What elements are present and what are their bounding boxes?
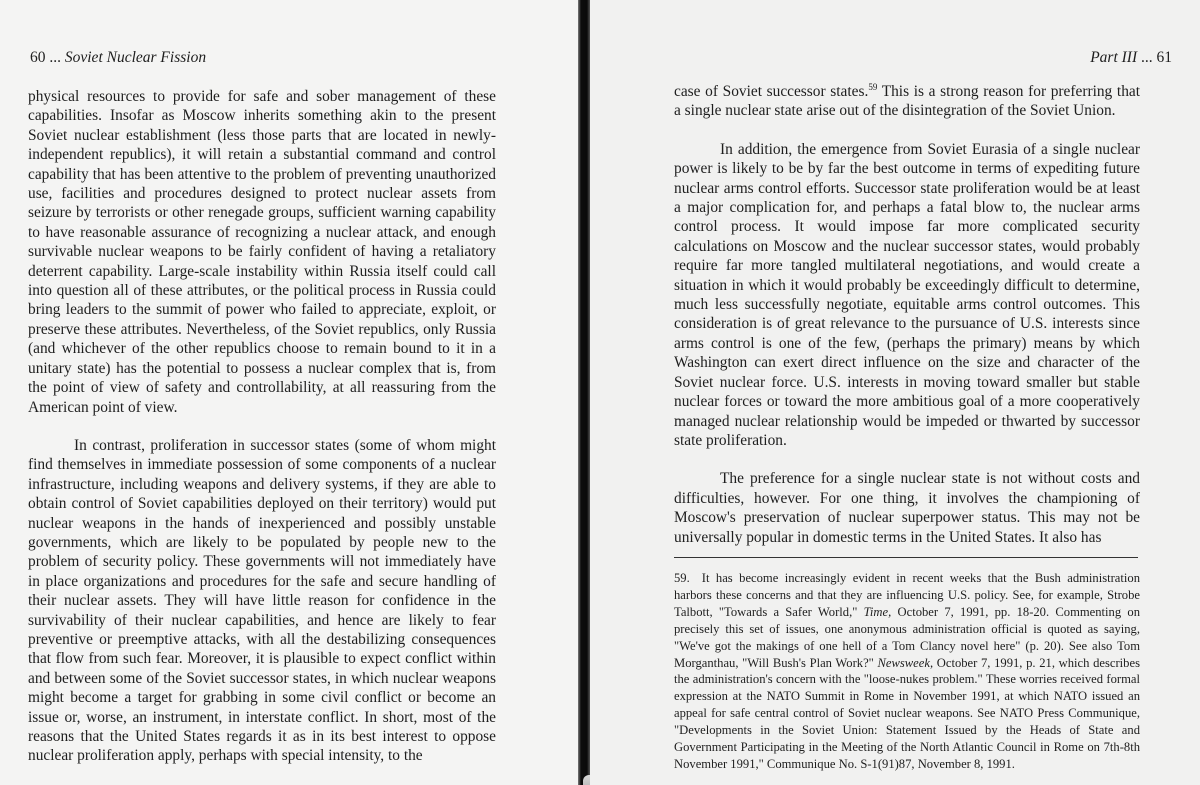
footnote-text: October 7, 1991, p. 21, which describes the administration's concern with the "loose-nukes problem." These worries received formal expression at the NATO Summit in Rome in November 1991, at which NATO issued an appeal for safe central control of Soviet nuclear weapons. See NATO Press Communique, "Developments in the Soviet Union: Statement Issued by the Heads of State and Government Participating in the Meeting of the North Atlantic Council in Rome on 7th-8th November 1991," Communique No. S-1(91)87, November 8, 1991. bbox=[674, 655, 1140, 771]
paragraph: In contrast, proliferation in successor states (some of whom might find themselves in immediate possession of some components of a nuclear infrastructure, including weapons and delivery systems, if they are able to obtain control of Soviet capabilities deployed on their territory) would put nuclear weapons in the hands of inexperienced and possibly unstable governments, which are likely to be populated by people new to the problem of security policy. These governments will not immediately have in place organizations and procedures for the safe and secure handling of their nuclear assets. They will have little reason for confidence in the survivability of their nuclear capabilities, and hence are likely to fear preventive or preemptive attacks, with all the destabilizing consequences that flow from such fear. Moreover, it is plausible to expect conflict within and between some of the Soviet successor states, in which nuclear weapons might become a target for grabbing in some civil conflict or become an issue or, worse, an instrument, in interstate conflict. In short, most of the reasons that the United States regards it as in its best interest to oppose nuclear proliferation apply, perhaps with special intensity, to the bbox=[28, 436, 496, 765]
footnote-number: 59. bbox=[674, 571, 690, 585]
page-number: 60 bbox=[30, 49, 46, 66]
paragraph: The preference for a single nuclear state is not without costs and difficulties, however. For one thing, it involves the championing of Moscow's preservation of nuclear superpower status. This may not be universally popular in domestic terms in the United States. It also has bbox=[674, 470, 1140, 546]
right-running-head bbox=[1090, 48, 1172, 68]
book-spine bbox=[578, 0, 590, 785]
footnote-citation-title: Newsweek, bbox=[877, 655, 934, 670]
paragraph-text: case of Soviet successor states. bbox=[674, 83, 869, 100]
footnote-text: It has become increasingly evident in recent weeks that the Bush administration harbors these concerns and that they are influencing U.S. policy. See, for example, Strobe Talbott, "Towards a Safer World," bbox=[674, 571, 1140, 619]
footnote-text: October 7, 1991, pp. 18-20. Commenting on precisely this set of issues, one anonymous administration official is quoted as saying, "We've got the makings of one hell of a Tom Clancy novel here" (p. 20). See also Tom Morganthau, "Will Bush's Plan Work?" bbox=[674, 604, 1140, 670]
running-title: Soviet Nuclear Fission bbox=[64, 49, 207, 66]
footnote-citation-title: Time, bbox=[863, 604, 892, 619]
paragraph: physical resources to provide for safe and sober management of these capabilities. Insofar as Moscow inherits something akin to the present Soviet nuclear establishment (less those parts that are located in newly-independent republics), it will retain a substantial command and control capability that has been attentive to the problem of preventing unauthorized use, facilities and procedures designed to protect nuclear assets from seizure by terrorists or other renegade groups, sufficient warning capability to have reasonable assurance of recognizing a nuclear attack, and enough survivable nuclear weapons to be fairly confident of having a retaliatory deterrent capability. Large-scale instability within Russia itself could call into question all of these attributes, or the political process in Russia could bring leaders to the summit of power who failed to appreciate, exploit, or preserve these attributes. Nevertheless, of the Soviet republics, only Russia (and whichever of the other republics choose to remain bound to it in a unitary state) has the potential to possess a nuclear complex that is, from the point of view of safety and controllability, at all reassuring from the American point of view. bbox=[28, 88, 496, 416]
page-number: 61 bbox=[1156, 49, 1172, 66]
left-running-head bbox=[30, 48, 206, 68]
footnote-reference: 59 bbox=[868, 82, 878, 92]
running-title: Part III bbox=[1090, 49, 1138, 66]
right-page bbox=[590, 0, 1200, 785]
footnote bbox=[674, 570, 1140, 773]
right-body-text bbox=[674, 82, 1140, 547]
left-page bbox=[0, 0, 578, 785]
paragraph-text: This is a strong reason for preferring that a single nuclear state arise out of the disintegration of the Soviet Union. bbox=[674, 83, 1140, 120]
footnotes bbox=[674, 570, 1140, 773]
running-head-separator: ... bbox=[1141, 49, 1153, 66]
paragraph bbox=[674, 82, 1140, 121]
paragraph: In addition, the emergence from Soviet Eurasia of a single nuclear power is likely to be by far the best outcome in terms of expediting future nuclear arms control efforts. Successor state proliferation would be at least a major complication for, and perhaps a fatal blow to, the nuclear arms control process. It would impose far more complicated security calculations on Moscow and the nuclear successor states, would probably require far more tangled multilateral negotiations, and would create a situation in which it would probably be exceedingly difficult to determine, much less successfully negotiate, equitable arms control outcomes. This consideration is of great relevance to the pursuance of U.S. interests since arms control is one of the few, (perhaps the primary) means by which Washington can exert direct influence on the size and character of the Soviet nuclear force. U.S. interests in moving toward smaller but stable nuclear forces or toward the more ambitious goal of a more cooperatively managed nuclear relationship would be impeded or thwarted by successor state proliferation. bbox=[674, 140, 1140, 449]
footnote-rule bbox=[674, 557, 1138, 558]
running-head-separator: ... bbox=[49, 49, 61, 66]
left-body-text bbox=[28, 87, 496, 766]
